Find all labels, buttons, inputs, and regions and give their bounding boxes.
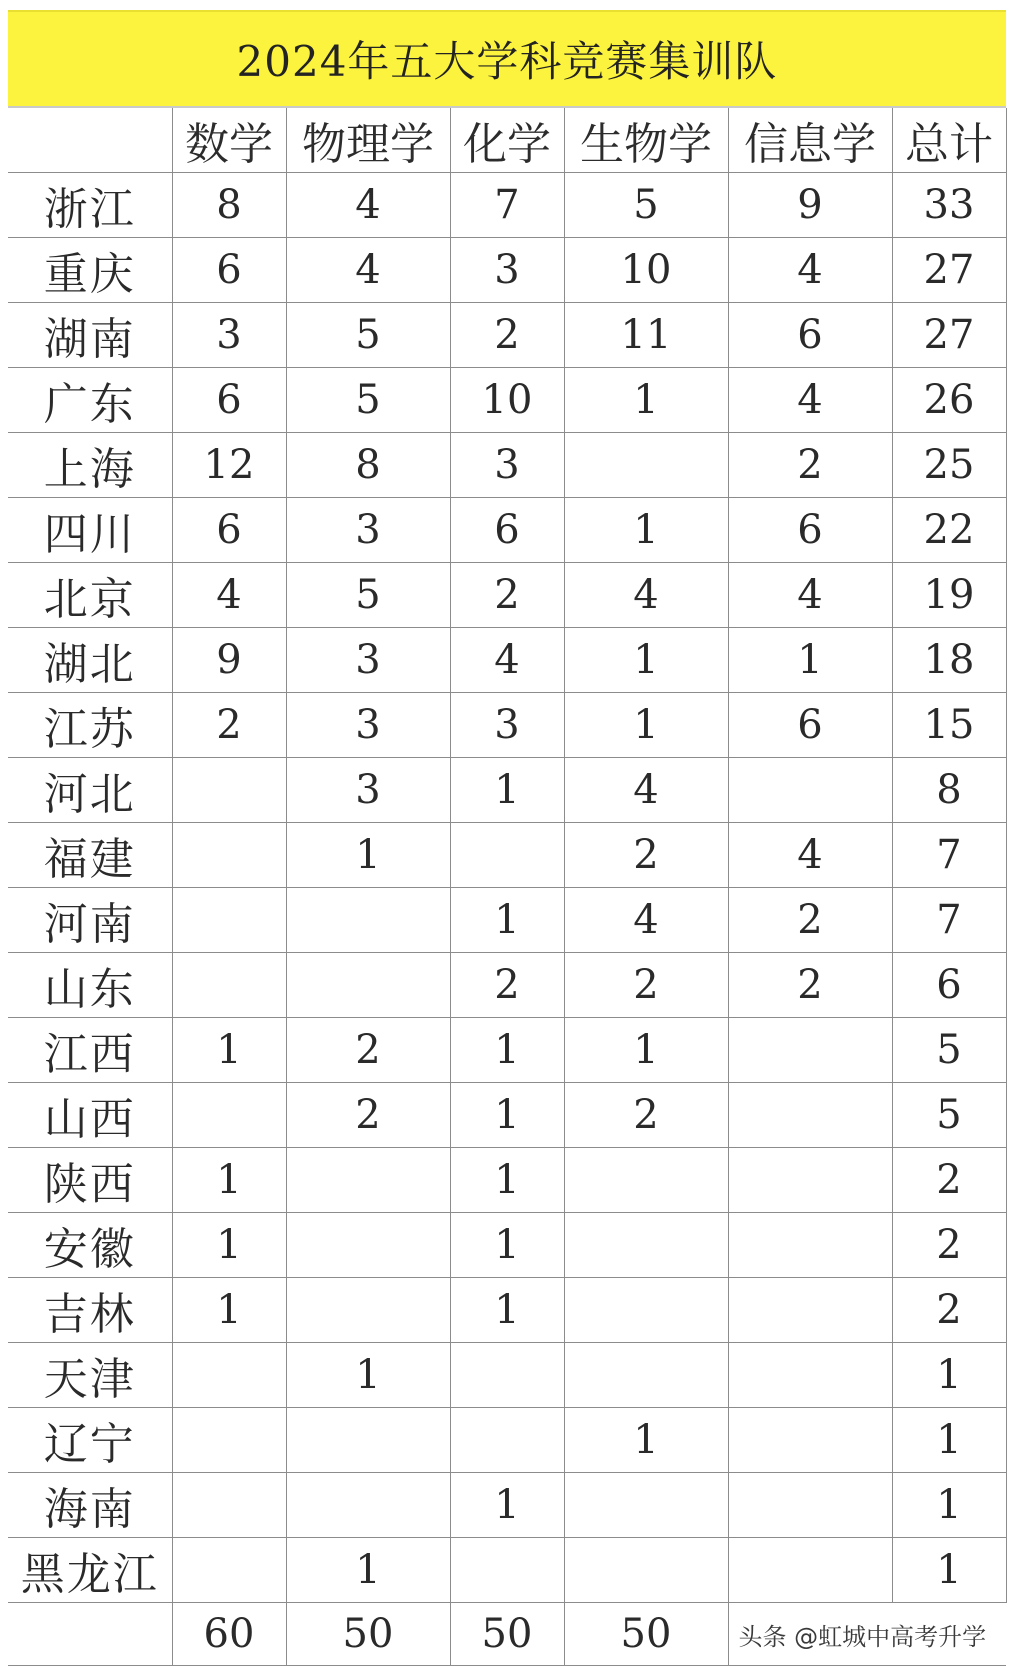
cell-chemistry: 1 xyxy=(450,888,564,953)
cell-province: 广东 xyxy=(8,368,172,433)
cell-province: 河北 xyxy=(8,758,172,823)
cell-total: 6 xyxy=(892,953,1006,1018)
cell-informatics: 4 xyxy=(728,368,892,433)
cell-physics xyxy=(286,1278,450,1343)
cell-biology: 5 xyxy=(564,173,728,238)
footer-row xyxy=(8,1603,1006,1666)
cell-informatics: 2 xyxy=(728,888,892,953)
footer-province xyxy=(8,1603,172,1666)
cell-math: 6 xyxy=(172,238,286,303)
cell-total: 1 xyxy=(892,1343,1006,1408)
cell-chemistry: 1 xyxy=(450,1083,564,1148)
cell-chemistry xyxy=(450,1408,564,1473)
cell-chemistry: 1 xyxy=(450,1018,564,1083)
cell-province: 安徽 xyxy=(8,1213,172,1278)
cell-math: 6 xyxy=(172,498,286,563)
cell-physics xyxy=(286,953,450,1018)
table-row xyxy=(8,173,1006,238)
table-row xyxy=(8,433,1006,498)
cell-informatics: 6 xyxy=(728,303,892,368)
cell-chemistry: 1 xyxy=(450,1473,564,1538)
cell-physics: 8 xyxy=(286,433,450,498)
cell-biology: 4 xyxy=(564,563,728,628)
cell-biology xyxy=(564,1343,728,1408)
cell-physics: 3 xyxy=(286,498,450,563)
cell-chemistry: 3 xyxy=(450,238,564,303)
cell-chemistry: 4 xyxy=(450,628,564,693)
table-row xyxy=(8,1343,1006,1408)
header-physics: 物理学 xyxy=(286,108,450,173)
cell-math: 1 xyxy=(172,1148,286,1213)
cell-province: 天津 xyxy=(8,1343,172,1408)
cell-biology: 2 xyxy=(564,953,728,1018)
footer-chemistry: 50 xyxy=(450,1603,564,1666)
cell-chemistry: 7 xyxy=(450,173,564,238)
cell-math xyxy=(172,1408,286,1473)
table-row xyxy=(8,1213,1006,1278)
cell-informatics xyxy=(728,1473,892,1538)
cell-informatics: 2 xyxy=(728,433,892,498)
cell-informatics xyxy=(728,1278,892,1343)
cell-chemistry: 3 xyxy=(450,693,564,758)
cell-math: 1 xyxy=(172,1278,286,1343)
table-row xyxy=(8,563,1006,628)
cell-biology: 1 xyxy=(564,1018,728,1083)
cell-total: 1 xyxy=(892,1473,1006,1538)
cell-physics: 5 xyxy=(286,368,450,433)
cell-total: 22 xyxy=(892,498,1006,563)
cell-math xyxy=(172,953,286,1018)
table-row xyxy=(8,1148,1006,1213)
header-biology: 生物学 xyxy=(564,108,728,173)
table-row xyxy=(8,628,1006,693)
table-row xyxy=(8,1538,1006,1603)
header-province xyxy=(8,108,172,173)
cell-physics: 5 xyxy=(286,563,450,628)
cell-total: 8 xyxy=(892,758,1006,823)
cell-biology: 1 xyxy=(564,498,728,563)
cell-biology: 1 xyxy=(564,1408,728,1473)
cell-chemistry: 1 xyxy=(450,1278,564,1343)
cell-physics: 3 xyxy=(286,693,450,758)
cell-math: 3 xyxy=(172,303,286,368)
cell-total: 19 xyxy=(892,563,1006,628)
cell-physics xyxy=(286,1213,450,1278)
cell-total: 1 xyxy=(892,1538,1006,1603)
cell-physics xyxy=(286,888,450,953)
cell-total: 1 xyxy=(892,1408,1006,1473)
cell-informatics: 6 xyxy=(728,693,892,758)
cell-math: 1 xyxy=(172,1213,286,1278)
cell-total: 2 xyxy=(892,1278,1006,1343)
cell-chemistry xyxy=(450,1538,564,1603)
cell-chemistry xyxy=(450,1343,564,1408)
cell-chemistry: 10 xyxy=(450,368,564,433)
footer-physics: 50 xyxy=(286,1603,450,1666)
cell-chemistry xyxy=(450,823,564,888)
table-row xyxy=(8,1473,1006,1538)
cell-province: 湖北 xyxy=(8,628,172,693)
cell-math: 12 xyxy=(172,433,286,498)
cell-biology xyxy=(564,1213,728,1278)
header-chemistry: 化学 xyxy=(450,108,564,173)
cell-total: 25 xyxy=(892,433,1006,498)
header-informatics: 信息学 xyxy=(728,108,892,173)
cell-math xyxy=(172,758,286,823)
cell-province: 湖南 xyxy=(8,303,172,368)
watermark: 头条 @虹城中高考升学 xyxy=(738,1623,987,1651)
cell-total: 33 xyxy=(892,173,1006,238)
cell-informatics: 1 xyxy=(728,628,892,693)
header-row xyxy=(8,108,1006,173)
footer-math: 60 xyxy=(172,1603,286,1666)
cell-total: 27 xyxy=(892,303,1006,368)
header-total: 总计 xyxy=(892,108,1006,173)
cell-informatics xyxy=(728,1083,892,1148)
cell-biology: 2 xyxy=(564,823,728,888)
cell-biology: 11 xyxy=(564,303,728,368)
cell-biology: 1 xyxy=(564,368,728,433)
cell-informatics xyxy=(728,1213,892,1278)
cell-math xyxy=(172,888,286,953)
cell-math xyxy=(172,1473,286,1538)
cell-biology xyxy=(564,1538,728,1603)
cell-informatics: 9 xyxy=(728,173,892,238)
cell-informatics: 4 xyxy=(728,823,892,888)
cell-physics: 2 xyxy=(286,1083,450,1148)
cell-math xyxy=(172,1083,286,1148)
cell-province: 黑龙江 xyxy=(8,1538,172,1603)
cell-informatics xyxy=(728,1148,892,1213)
cell-total: 5 xyxy=(892,1083,1006,1148)
cell-biology xyxy=(564,1278,728,1343)
cell-math: 8 xyxy=(172,173,286,238)
cell-biology xyxy=(564,1148,728,1213)
table-row xyxy=(8,693,1006,758)
cell-chemistry: 1 xyxy=(450,758,564,823)
cell-province: 山东 xyxy=(8,953,172,1018)
cell-province: 四川 xyxy=(8,498,172,563)
cell-physics: 5 xyxy=(286,303,450,368)
table-row xyxy=(8,1408,1006,1473)
footer-biology: 50 xyxy=(564,1603,728,1666)
cell-province: 江西 xyxy=(8,1018,172,1083)
cell-physics xyxy=(286,1473,450,1538)
cell-chemistry: 2 xyxy=(450,303,564,368)
cell-informatics: 6 xyxy=(728,498,892,563)
cell-chemistry: 1 xyxy=(450,1148,564,1213)
table-title: 2024年五大学科竞赛集训队 xyxy=(8,10,1006,108)
cell-informatics xyxy=(728,1343,892,1408)
table-row xyxy=(8,888,1006,953)
cell-math xyxy=(172,1538,286,1603)
cell-total: 5 xyxy=(892,1018,1006,1083)
competition-table-sheet xyxy=(8,10,1006,1666)
cell-province: 陕西 xyxy=(8,1148,172,1213)
footer-watermark-cell xyxy=(728,1603,1006,1666)
table-row xyxy=(8,953,1006,1018)
cell-physics: 3 xyxy=(286,628,450,693)
cell-biology: 1 xyxy=(564,693,728,758)
cell-informatics xyxy=(728,758,892,823)
cell-math xyxy=(172,823,286,888)
cell-biology: 2 xyxy=(564,1083,728,1148)
table-row xyxy=(8,1278,1006,1343)
table-body xyxy=(8,173,1006,1603)
cell-informatics xyxy=(728,1408,892,1473)
cell-total: 2 xyxy=(892,1213,1006,1278)
cell-physics xyxy=(286,1408,450,1473)
cell-chemistry: 1 xyxy=(450,1213,564,1278)
cell-total: 18 xyxy=(892,628,1006,693)
cell-math: 2 xyxy=(172,693,286,758)
cell-math: 6 xyxy=(172,368,286,433)
cell-total: 27 xyxy=(892,238,1006,303)
cell-province: 辽宁 xyxy=(8,1408,172,1473)
cell-math: 4 xyxy=(172,563,286,628)
table-row xyxy=(8,823,1006,888)
cell-chemistry: 2 xyxy=(450,563,564,628)
cell-province: 海南 xyxy=(8,1473,172,1538)
cell-informatics xyxy=(728,1538,892,1603)
cell-biology xyxy=(564,1473,728,1538)
cell-physics: 1 xyxy=(286,1538,450,1603)
cell-province: 吉林 xyxy=(8,1278,172,1343)
cell-province: 上海 xyxy=(8,433,172,498)
cell-physics: 1 xyxy=(286,823,450,888)
table-row xyxy=(8,303,1006,368)
results-table xyxy=(8,108,1007,1666)
cell-informatics: 4 xyxy=(728,238,892,303)
cell-chemistry: 6 xyxy=(450,498,564,563)
cell-province: 福建 xyxy=(8,823,172,888)
cell-province: 河南 xyxy=(8,888,172,953)
table-row xyxy=(8,368,1006,433)
cell-total: 7 xyxy=(892,823,1006,888)
cell-physics: 2 xyxy=(286,1018,450,1083)
cell-province: 浙江 xyxy=(8,173,172,238)
cell-physics: 1 xyxy=(286,1343,450,1408)
cell-province: 重庆 xyxy=(8,238,172,303)
table-row xyxy=(8,1018,1006,1083)
table-row xyxy=(8,238,1006,303)
cell-math: 1 xyxy=(172,1018,286,1083)
cell-biology: 4 xyxy=(564,888,728,953)
cell-math xyxy=(172,1343,286,1408)
cell-informatics: 2 xyxy=(728,953,892,1018)
cell-total: 2 xyxy=(892,1148,1006,1213)
cell-biology: 1 xyxy=(564,628,728,693)
cell-biology: 10 xyxy=(564,238,728,303)
cell-chemistry: 2 xyxy=(450,953,564,1018)
table-row xyxy=(8,1083,1006,1148)
cell-chemistry: 3 xyxy=(450,433,564,498)
cell-physics: 4 xyxy=(286,238,450,303)
cell-physics xyxy=(286,1148,450,1213)
cell-total: 26 xyxy=(892,368,1006,433)
cell-province: 江苏 xyxy=(8,693,172,758)
cell-informatics xyxy=(728,1018,892,1083)
table-row xyxy=(8,498,1006,563)
cell-math: 9 xyxy=(172,628,286,693)
cell-province: 山西 xyxy=(8,1083,172,1148)
header-math: 数学 xyxy=(172,108,286,173)
cell-biology: 4 xyxy=(564,758,728,823)
cell-biology xyxy=(564,433,728,498)
cell-province: 北京 xyxy=(8,563,172,628)
cell-physics: 4 xyxy=(286,173,450,238)
cell-informatics: 4 xyxy=(728,563,892,628)
cell-total: 7 xyxy=(892,888,1006,953)
cell-total: 15 xyxy=(892,693,1006,758)
table-row xyxy=(8,758,1006,823)
cell-physics: 3 xyxy=(286,758,450,823)
